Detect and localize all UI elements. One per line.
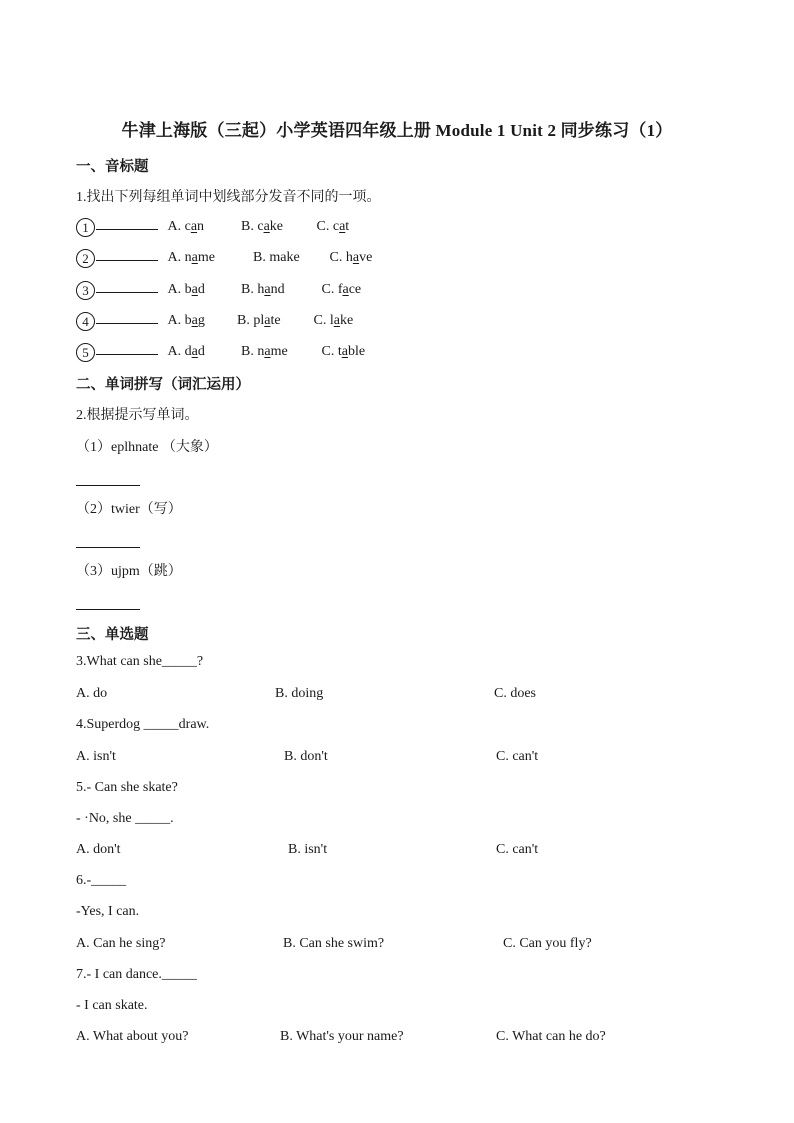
phonics-item-1 <box>76 217 349 237</box>
answer-blank[interactable] <box>96 248 158 261</box>
q3-option-b[interactable]: B. doing <box>275 686 324 701</box>
option-b: B. plate <box>237 313 281 328</box>
q6-option-b[interactable]: B. Can she swim? <box>283 936 385 951</box>
answer-line[interactable] <box>76 608 140 610</box>
q4-option-c[interactable]: C. can't <box>496 749 539 764</box>
item-number-circle: 2 <box>76 249 95 268</box>
section3-heading: 三、单选题 <box>76 627 149 643</box>
phonics-item-2 <box>76 248 372 268</box>
question-6-stem: 6.-_____ <box>76 873 127 888</box>
option-b: B. cake <box>241 219 283 234</box>
question-3-stem: 3.What can she_____? <box>76 654 204 669</box>
option-a: A. can <box>167 219 205 234</box>
answer-line[interactable] <box>76 484 140 486</box>
option-c: C. table <box>321 344 366 359</box>
question-7-reply: - I can skate. <box>76 998 148 1013</box>
item-number-circle: 5 <box>76 343 95 362</box>
option-a: A. dad <box>167 344 205 359</box>
item-number-circle: 3 <box>76 281 95 300</box>
answer-blank[interactable] <box>96 280 158 293</box>
section1-instruction: 1.找出下列每组单词中划线部分发音不同的一项。 <box>76 190 381 205</box>
option-c: C. cat <box>316 219 350 234</box>
question-4-stem: 4.Superdog _____draw. <box>76 717 210 732</box>
answer-blank[interactable] <box>96 342 158 355</box>
question-5-reply: - ·No, she _____. <box>76 811 174 826</box>
q5-option-c[interactable]: C. can't <box>496 842 539 857</box>
option-a: A. bag <box>167 313 205 328</box>
answer-blank[interactable] <box>96 311 158 324</box>
option-b: B. hand <box>241 282 285 297</box>
section1-heading: 一、音标题 <box>76 159 149 175</box>
section2-heading: 二、单词拼写（词汇运用） <box>76 377 250 393</box>
q7-option-b[interactable]: B. What's your name? <box>280 1029 404 1044</box>
q3-option-a[interactable]: A. do <box>76 686 108 701</box>
item-number-circle: 4 <box>76 312 95 331</box>
question-5-stem: 5.- Can she skate? <box>76 780 178 795</box>
option-a: A. bad <box>167 282 205 297</box>
page-title: 牛津上海版（三起）小学英语四年级上册 Module 1 Unit 2 同步练习（1） <box>121 121 673 140</box>
q4-option-b[interactable]: B. don't <box>284 749 328 764</box>
phonics-item-5 <box>76 342 365 362</box>
section2-instruction: 2.根据提示写单词。 <box>76 408 199 423</box>
spelling-item-1: （1）eplhnate （大象） <box>76 440 218 455</box>
q6-option-c[interactable]: C. Can you fly? <box>503 936 592 951</box>
spelling-item-2: （2）twier（写） <box>76 502 182 517</box>
q5-option-a[interactable]: A. don't <box>76 842 121 857</box>
question-6-reply: -Yes, I can. <box>76 904 140 919</box>
q4-option-a[interactable]: A. isn't <box>76 749 116 764</box>
question-7-stem: 7.- I can dance._____ <box>76 967 197 982</box>
answer-line[interactable] <box>76 546 140 548</box>
q6-option-a[interactable]: A. Can he sing? <box>76 936 166 951</box>
q7-option-c[interactable]: C. What can he do? <box>496 1029 606 1044</box>
option-c: C. have <box>329 250 373 265</box>
item-number-circle: 1 <box>76 218 95 237</box>
q7-option-a[interactable]: A. What about you? <box>76 1029 189 1044</box>
option-b: B. name <box>241 344 288 359</box>
phonics-item-4 <box>76 311 353 331</box>
option-c: C. face <box>321 282 362 297</box>
q3-option-c[interactable]: C. does <box>494 686 536 701</box>
spelling-item-3: （3）ujpm（跳） <box>76 564 182 579</box>
q5-option-b[interactable]: B. isn't <box>288 842 328 857</box>
option-c: C. lake <box>313 313 354 328</box>
phonics-item-3 <box>76 280 361 300</box>
option-b: B. make <box>253 250 300 265</box>
option-a: A. name <box>167 250 215 265</box>
answer-blank[interactable] <box>96 217 158 230</box>
